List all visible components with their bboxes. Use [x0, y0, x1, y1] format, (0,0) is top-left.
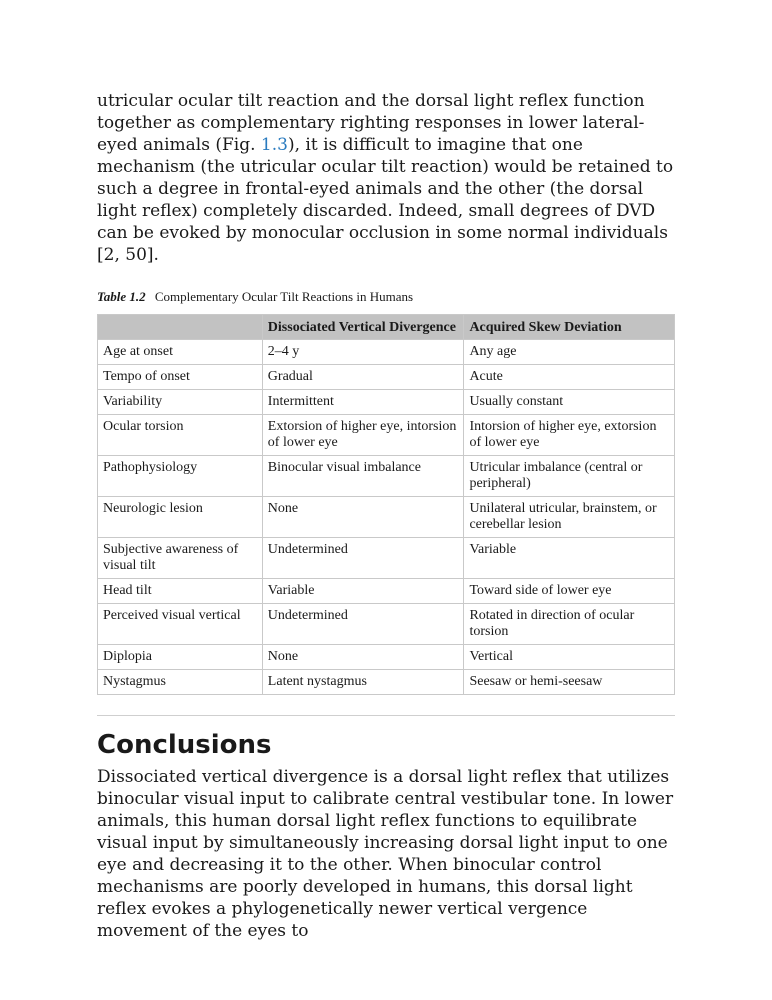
- comparison-table: [97, 314, 675, 695]
- conclusions-paragraph: Dissociated vertical divergence is a dorsal light reflex that utilizes binocular visual input to calibrate central vestibular tone. In lower animals, this human dorsal light reflex functions to equilibrate visual input by simultaneously increasing dorsal light input to one eye and decreasing it to the other. When binocular control mechanisms are poorly developed in humans, this dorsal light reflex evokes a phylogenetically newer vertical vergence movement of the eyes to: [97, 767, 674, 941]
- skew-cell: Usually constant: [464, 390, 675, 415]
- row-label: Ocular torsion: [98, 415, 263, 456]
- table-row: [98, 456, 675, 497]
- dvd-cell: None: [262, 645, 464, 670]
- table-row: [98, 390, 675, 415]
- header-cell-empty: [98, 315, 263, 340]
- table-row: [98, 538, 675, 579]
- dvd-cell: Latent nystagmus: [262, 670, 464, 695]
- intro-paragraph: [97, 90, 675, 266]
- row-label: Age at onset: [98, 340, 263, 365]
- dvd-cell: 2–4 y: [262, 340, 464, 365]
- row-label: Variability: [98, 390, 263, 415]
- dvd-cell: Extorsion of higher eye, intorsion of lower eye: [262, 415, 464, 456]
- document-page: [97, 90, 675, 942]
- table-row: [98, 365, 675, 390]
- table-row: [98, 670, 675, 695]
- skew-cell: Unilateral utricular, brainstem, or cerebellar lesion: [464, 497, 675, 538]
- row-label: Neurologic lesion: [98, 497, 263, 538]
- skew-cell: Any age: [464, 340, 675, 365]
- dvd-cell: Gradual: [262, 365, 464, 390]
- conclusions-heading: Conclusions: [97, 730, 272, 760]
- table-row: [98, 645, 675, 670]
- skew-cell: Vertical: [464, 645, 675, 670]
- table-row: [98, 604, 675, 645]
- table-row: [98, 579, 675, 604]
- table-label: Table 1.2: [97, 289, 146, 304]
- row-label: Tempo of onset: [98, 365, 263, 390]
- header-cell-skew: Acquired Skew Deviation: [464, 315, 675, 340]
- dvd-cell: Intermittent: [262, 390, 464, 415]
- skew-cell: Rotated in direction of ocular torsion: [464, 604, 675, 645]
- table-row: [98, 497, 675, 538]
- section-divider: [97, 715, 675, 716]
- dvd-cell: Undetermined: [262, 538, 464, 579]
- header-cell-dvd: Dissociated Vertical Divergence: [262, 315, 464, 340]
- table-header-row: [98, 315, 675, 340]
- row-label: Nystagmus: [98, 670, 263, 695]
- skew-cell: Variable: [464, 538, 675, 579]
- table-row: [98, 415, 675, 456]
- figure-link[interactable]: 1.3: [260, 135, 288, 155]
- skew-cell: Intorsion of higher eye, extorsion of lower eye: [464, 415, 675, 456]
- intro-text-end: ), it is difficult to imagine that one mechanism (the utricular ocular tilt reaction) would be retained to such a degree in frontal-eyed animals and the other (the dorsal light reflex) completely discarded. Indeed, small degrees of DVD can be evoked by monocular occlusion in some normal individuals [2, 50].: [97, 135, 674, 265]
- skew-cell: Utricular imbalance (central or peripheral): [464, 456, 675, 497]
- dvd-cell: Binocular visual imbalance: [262, 456, 464, 497]
- row-label: Perceived visual vertical: [98, 604, 263, 645]
- row-label: Head tilt: [98, 579, 263, 604]
- table-row: [98, 340, 675, 365]
- row-label: Pathophysiology: [98, 456, 263, 497]
- intro-text-start: utricular ocular tilt reaction and the dorsal light reflex function together as complementary righting responses in lower lateral-eyed animals (Fig.: [97, 91, 645, 155]
- skew-cell: Acute: [464, 365, 675, 390]
- skew-cell: Seesaw or hemi-seesaw: [464, 670, 675, 695]
- row-label: Diplopia: [98, 645, 263, 670]
- dvd-cell: Variable: [262, 579, 464, 604]
- dvd-cell: Undetermined: [262, 604, 464, 645]
- dvd-cell: None: [262, 497, 464, 538]
- skew-cell: Toward side of lower eye: [464, 579, 675, 604]
- row-label: Subjective awareness of visual tilt: [98, 538, 263, 579]
- table-caption: [97, 289, 675, 305]
- table-title: Complementary Ocular Tilt Reactions in Humans: [154, 289, 414, 304]
